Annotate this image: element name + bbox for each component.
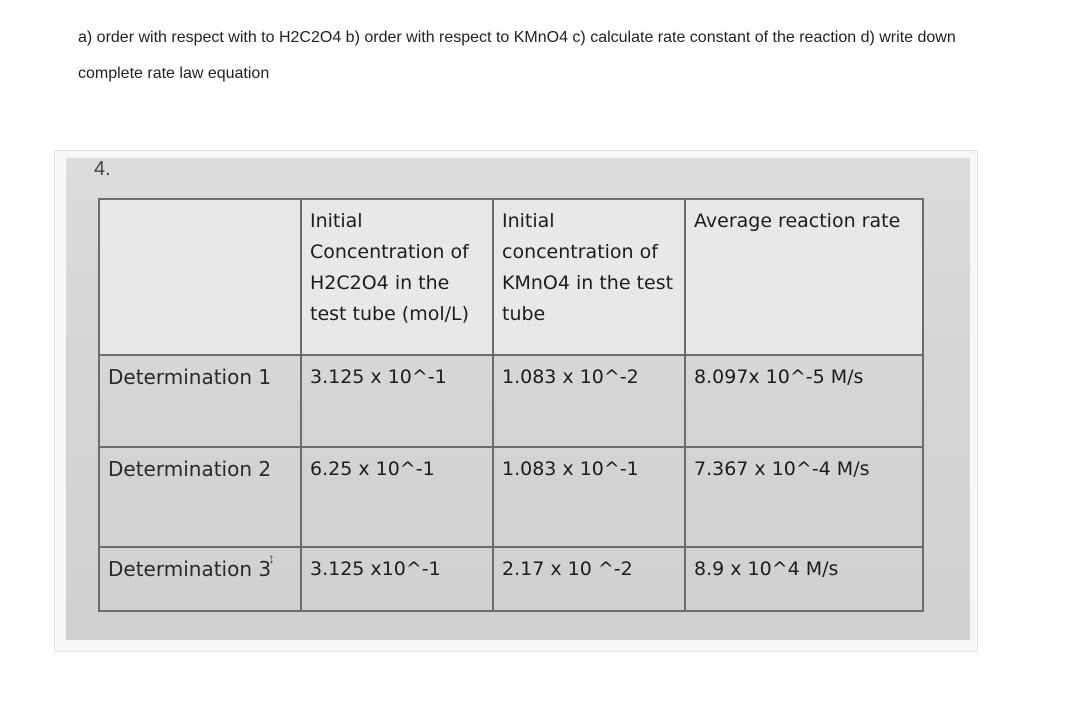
cell-h2c2o4: 3.125 x10^-1 <box>302 548 494 612</box>
cell-kmno4: 1.083 x 10^-2 <box>494 356 686 448</box>
cell-kmno4: 2.17 x 10 ^-2 <box>494 548 686 612</box>
table-photo <box>66 158 970 640</box>
question-number: 4. <box>94 158 111 180</box>
cell-rate: 8.9 x 10^4 M/s <box>686 548 924 612</box>
cell-h2c2o4: 3.125 x 10^-1 <box>302 356 494 448</box>
header-h2c2o4: Initial Concentration of H2C2O4 in the test tube (mol/L) <box>302 200 494 356</box>
row-label: Determination 3 <box>100 548 302 612</box>
data-table <box>98 198 924 612</box>
cell-rate: 7.367 x 10^-4 M/s <box>686 448 924 548</box>
question-text: a) order with respect with to H2C2O4 b) order with respect to KMnO4 c) calculate rate constant of the reaction d) write down complete rate law equation <box>78 29 956 82</box>
cell-rate: 8.097x 10^-5 M/s <box>686 356 924 448</box>
pen-mark-icon: ↕ <box>268 550 275 566</box>
row-label: Determination 2 <box>100 448 302 548</box>
row-label: Determination 1 <box>100 356 302 448</box>
header-kmno4: Initial concentration of KMnO4 in the test tube <box>494 200 686 356</box>
header-rate: Average reaction rate <box>686 200 924 356</box>
cell-kmno4: 1.083 x 10^-1 <box>494 448 686 548</box>
cell-h2c2o4: 6.25 x 10^-1 <box>302 448 494 548</box>
header-empty-cell <box>100 200 302 356</box>
